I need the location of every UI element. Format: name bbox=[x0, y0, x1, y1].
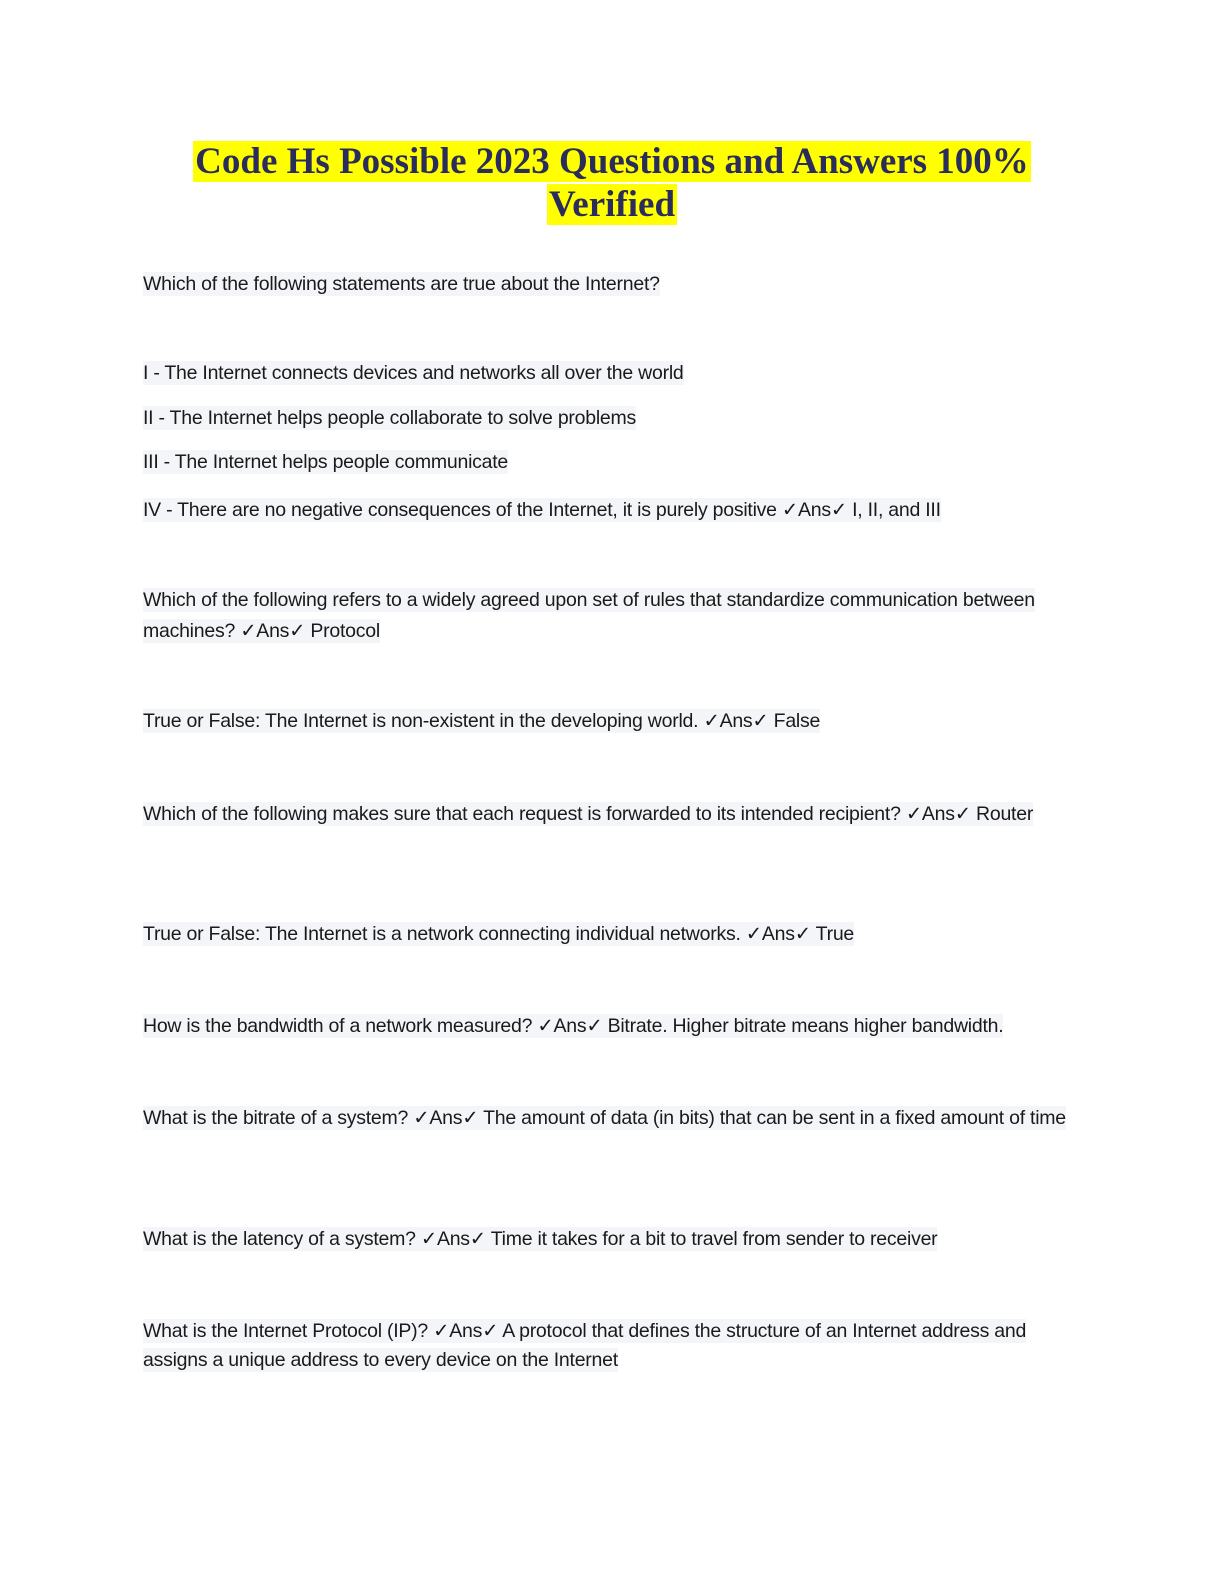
question-1-stem: Which of the following statements are true about the Internet? bbox=[143, 273, 660, 295]
question-8: What is the latency of a system? ✓Ans✓ Time it takes for a bit to travel from sender to receiver bbox=[143, 1228, 938, 1250]
question-2: Which of the following refers to a widely agreed upon set of rules that standardize communication between machines? ✓Ans✓ Protocol bbox=[143, 589, 1035, 642]
title-line-1: Code Hs Possible 2023 Questions and Answers 100% bbox=[195, 141, 1029, 182]
question-4: Which of the following makes sure that each request is forwarded to its intended recipient? ✓Ans✓ Router bbox=[143, 803, 1034, 825]
question-1-option-3: III - The Internet helps people communicate bbox=[143, 451, 509, 473]
question-1-option-2: II - The Internet helps people collaborate to solve problems bbox=[143, 407, 637, 429]
document-title bbox=[0, 140, 1224, 226]
question-5: True or False: The Internet is a network connecting individual networks. ✓Ans✓ True bbox=[143, 923, 855, 945]
question-7: What is the bitrate of a system? ✓Ans✓ The amount of data (in bits) that can be sent in a fixed amount of time bbox=[143, 1107, 1066, 1129]
question-1-option-1: I - The Internet connects devices and networks all over the world bbox=[143, 362, 684, 384]
question-9: What is the Internet Protocol (IP)? ✓Ans✓ A protocol that defines the structure of an Internet address and assigns a unique address to every device on the Internet bbox=[143, 1320, 1027, 1371]
title-line-2: Verified bbox=[548, 184, 676, 225]
question-6: How is the bandwidth of a network measured? ✓Ans✓ Bitrate. Higher bitrate means higher bandwidth. bbox=[143, 1015, 1004, 1037]
question-3: True or False: The Internet is non-existent in the developing world. ✓Ans✓ False bbox=[143, 710, 821, 732]
question-1-option-4-answer: IV - There are no negative consequences of the Internet, it is purely positive ✓Ans✓ I, II, and III bbox=[143, 499, 941, 521]
